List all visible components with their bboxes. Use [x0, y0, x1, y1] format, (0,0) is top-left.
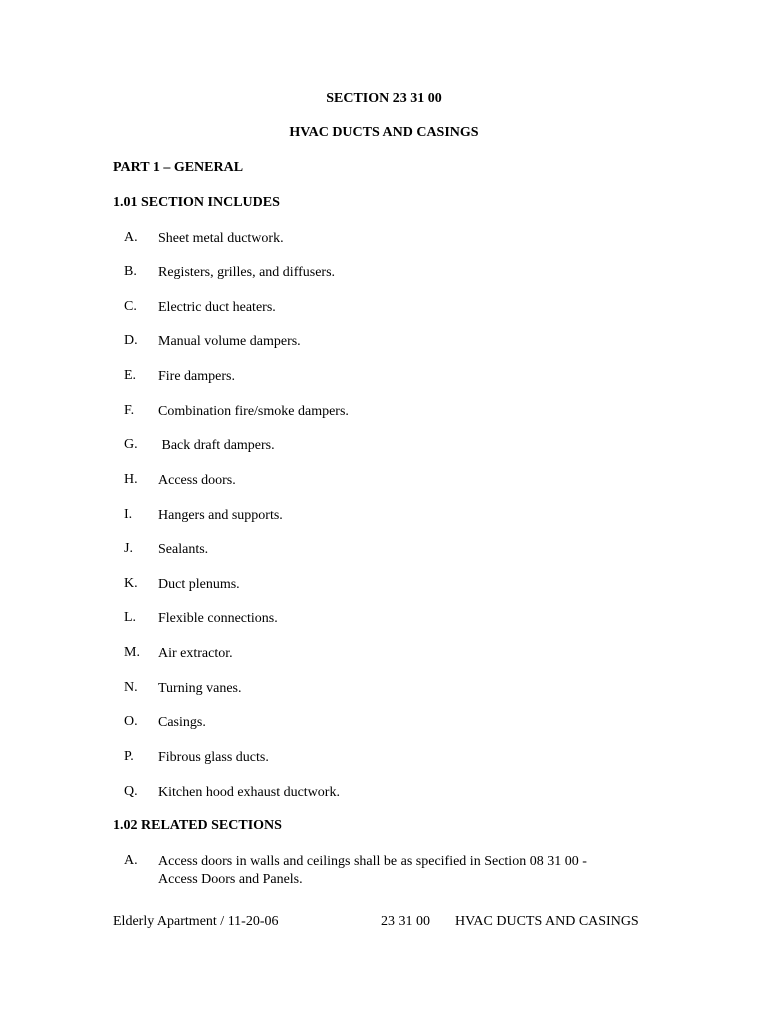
list-item-text: Turning vanes.	[158, 681, 242, 696]
subsection-heading-1-02: 1.02 RELATED SECTIONS	[113, 818, 282, 833]
list-item-letter: A.	[124, 853, 138, 868]
list-item-text: Hangers and supports.	[158, 508, 283, 523]
list-item-letter: O.	[124, 714, 138, 729]
list-item-letter: L.	[124, 610, 137, 625]
list-item-letter: E.	[124, 368, 137, 383]
footer-project: Elderly Apartment / 11-20-06	[113, 914, 279, 929]
list-item-letter: I.	[124, 507, 133, 522]
list-item-text: Combination fire/smoke dampers.	[158, 404, 349, 419]
list-item-text: Casings.	[158, 715, 206, 730]
list-item-letter: D.	[124, 333, 138, 348]
list-item-text: Kitchen hood exhaust ductwork.	[158, 785, 340, 800]
list-item-text: Back draft dampers.	[158, 438, 275, 453]
section-number: SECTION 23 31 00	[326, 91, 442, 106]
list-item-text: Electric duct heaters.	[158, 300, 276, 315]
list-item-letter: Q.	[124, 784, 138, 799]
part-heading: PART 1 – GENERAL	[113, 160, 244, 175]
section-title: HVAC DUCTS AND CASINGS	[289, 125, 479, 140]
list-item-letter: A.	[124, 230, 138, 245]
subsection-heading-1-01: 1.01 SECTION INCLUDES	[113, 195, 280, 210]
list-item-letter: H.	[124, 472, 138, 487]
footer-section-number: 23 31 00	[381, 914, 430, 929]
list-item-letter: M.	[124, 645, 140, 660]
list-item-text: Flexible connections.	[158, 611, 278, 626]
list-item-letter: J.	[124, 541, 133, 556]
list-item-letter: N.	[124, 680, 138, 695]
list-item-text: Registers, grilles, and diffusers.	[158, 265, 336, 280]
list-item-text: Air extractor.	[158, 646, 233, 661]
list-item-text: Access doors.	[158, 473, 236, 488]
list-item-text: Duct plenums.	[158, 577, 240, 592]
list-item-text: Manual volume dampers.	[158, 334, 301, 349]
list-item-letter: P.	[124, 749, 134, 764]
list-item-text: Fibrous glass ducts.	[158, 750, 269, 765]
list-item-letter: G.	[124, 437, 138, 452]
list-item-letter: K.	[124, 576, 138, 591]
list-item-text: Access doors in walls and ceilings shall be as specified in Section 08 31 00 - Access Doors and Panels.	[158, 854, 587, 887]
list-item-letter: F.	[124, 403, 135, 418]
list-item-text: Fire dampers.	[158, 369, 235, 384]
list-item-letter: B.	[124, 264, 137, 279]
list-item-text: Sealants.	[158, 542, 209, 557]
list-item-text: Sheet metal ductwork.	[158, 231, 284, 246]
list-item-letter: C.	[124, 299, 137, 314]
footer-section-title: HVAC DUCTS AND CASINGS	[455, 914, 639, 929]
